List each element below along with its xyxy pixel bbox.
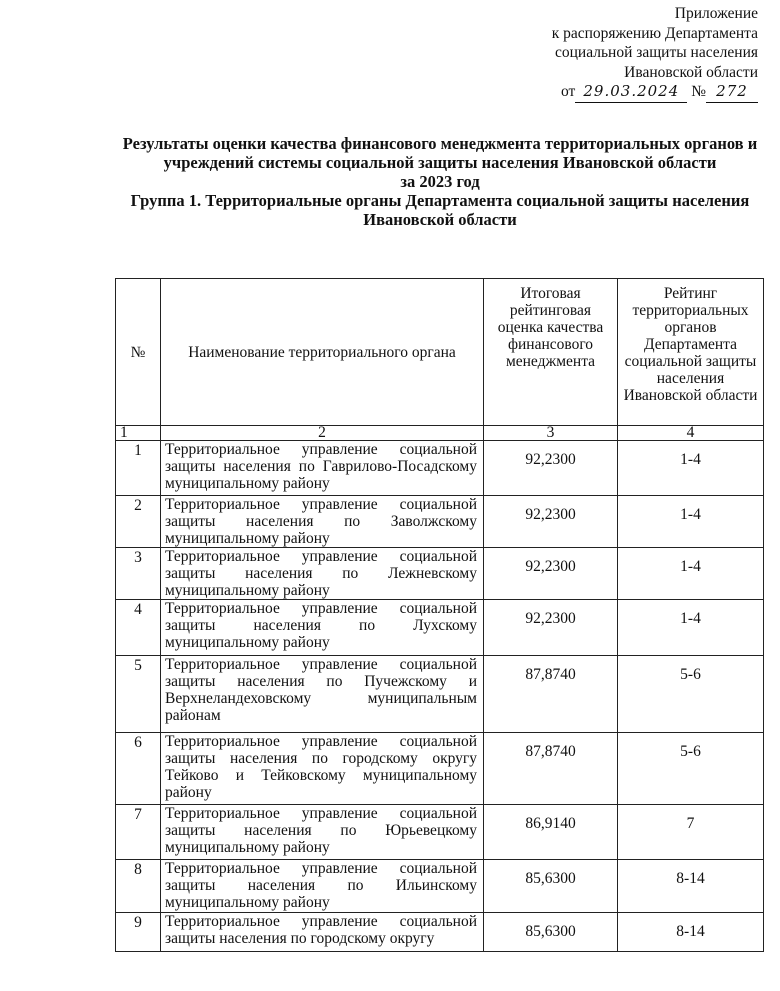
rating-table bbox=[115, 278, 764, 952]
row-rank: 8-14 bbox=[618, 913, 764, 952]
table-row bbox=[116, 441, 764, 496]
title-main: Результаты оценки качества финансового менеджмента территориальных органов и учреждений системы социальной защиты населения Ивановской области bbox=[122, 134, 758, 172]
appendix-line: Ивановской области bbox=[624, 63, 758, 81]
row-name: Территориальное управление социальной защиты населения по городскому округу bbox=[161, 913, 484, 952]
row-score: 87,8740 bbox=[484, 656, 618, 733]
row-name: Территориальное управление социальной защиты населения по Пучежскому и Верхнеландеховскому муниципальным районам bbox=[161, 656, 484, 733]
row-score: 92,2300 bbox=[484, 441, 618, 496]
table-row bbox=[116, 805, 764, 860]
row-name: Территориальное управление социальной защиты населения по Заволжскому муниципальному району bbox=[161, 496, 484, 548]
row-number: 9 bbox=[116, 913, 161, 952]
row-score: 85,6300 bbox=[484, 860, 618, 913]
row-name: Территориальное управление социальной защиты населения по Лежневскому муниципальному району bbox=[161, 548, 484, 600]
row-number: 2 bbox=[116, 496, 161, 548]
row-name: Территориальное управление социальной защиты населения по Лухскому муниципальному району bbox=[161, 600, 484, 656]
document-title bbox=[120, 134, 760, 229]
table-row bbox=[116, 860, 764, 913]
table-row bbox=[116, 496, 764, 548]
row-number: 3 bbox=[116, 548, 161, 600]
index-cell: 3 bbox=[484, 426, 618, 441]
row-number: 6 bbox=[116, 733, 161, 805]
index-row bbox=[116, 426, 764, 441]
row-number: 7 bbox=[116, 805, 161, 860]
appendix-block bbox=[552, 4, 758, 103]
header-name: Наименование территориального органа bbox=[161, 279, 484, 426]
table-row bbox=[116, 913, 764, 952]
row-rank: 1-4 bbox=[618, 548, 764, 600]
appendix-date-line bbox=[552, 82, 758, 103]
row-name: Территориальное управление социальной защиты населения по Гаврилово-Посадскому муниципальному району bbox=[161, 441, 484, 496]
index-cell: 4 bbox=[618, 426, 764, 441]
table-row bbox=[116, 733, 764, 805]
table-row bbox=[116, 548, 764, 600]
row-name: Территориальное управление социальной защиты населения по Юрьевецкому муниципальному району bbox=[161, 805, 484, 860]
header-rank: Рейтинг территориальных органов Департамента социальной защиты населения Ивановской области bbox=[618, 279, 764, 426]
row-number: 5 bbox=[116, 656, 161, 733]
header-score: Итоговая рейтинговая оценка качества финансового менеджмента bbox=[484, 279, 618, 426]
row-rank: 5-6 bbox=[618, 733, 764, 805]
row-rank: 5-6 bbox=[618, 656, 764, 733]
index-cell: 2 bbox=[161, 426, 484, 441]
table-row bbox=[116, 600, 764, 656]
row-rank: 8-14 bbox=[618, 860, 764, 913]
handwritten-date: 29.03.2024 bbox=[575, 82, 687, 103]
row-name: Территориальное управление социальной защиты населения по Ильинскому муниципальному району bbox=[161, 860, 484, 913]
row-score: 86,9140 bbox=[484, 805, 618, 860]
appendix-line: Приложение bbox=[674, 5, 758, 22]
header-row bbox=[116, 279, 764, 426]
row-score: 92,2300 bbox=[484, 548, 618, 600]
title-year: за 2023 год bbox=[400, 172, 480, 191]
row-rank: 1-4 bbox=[618, 441, 764, 496]
number-prefix: № bbox=[691, 83, 706, 100]
row-rank: 1-4 bbox=[618, 600, 764, 656]
row-number: 4 bbox=[116, 600, 161, 656]
row-score: 85,6300 bbox=[484, 913, 618, 952]
table-row bbox=[116, 656, 764, 733]
row-score: 87,8740 bbox=[484, 733, 618, 805]
index-cell: 1 bbox=[116, 426, 161, 441]
row-score: 92,2300 bbox=[484, 496, 618, 548]
row-number: 1 bbox=[116, 441, 161, 496]
appendix-line: социальной защиты населения bbox=[554, 44, 758, 61]
handwritten-number: 272 bbox=[706, 82, 758, 103]
header-number: № bbox=[116, 279, 161, 426]
date-prefix: от bbox=[561, 83, 576, 100]
row-rank: 1-4 bbox=[618, 496, 764, 548]
row-score: 92,2300 bbox=[484, 600, 618, 656]
row-number: 8 bbox=[116, 860, 161, 913]
row-rank: 7 bbox=[618, 805, 764, 860]
row-name: Территориальное управление социальной защиты населения по городскому округу Тейково и Тейковскому муниципальному району bbox=[161, 733, 484, 805]
title-group: Группа 1. Территориальные органы Департамента социальной защиты населения Ивановской области bbox=[130, 191, 750, 229]
appendix-line: к распоряжению Департамента bbox=[551, 24, 758, 42]
